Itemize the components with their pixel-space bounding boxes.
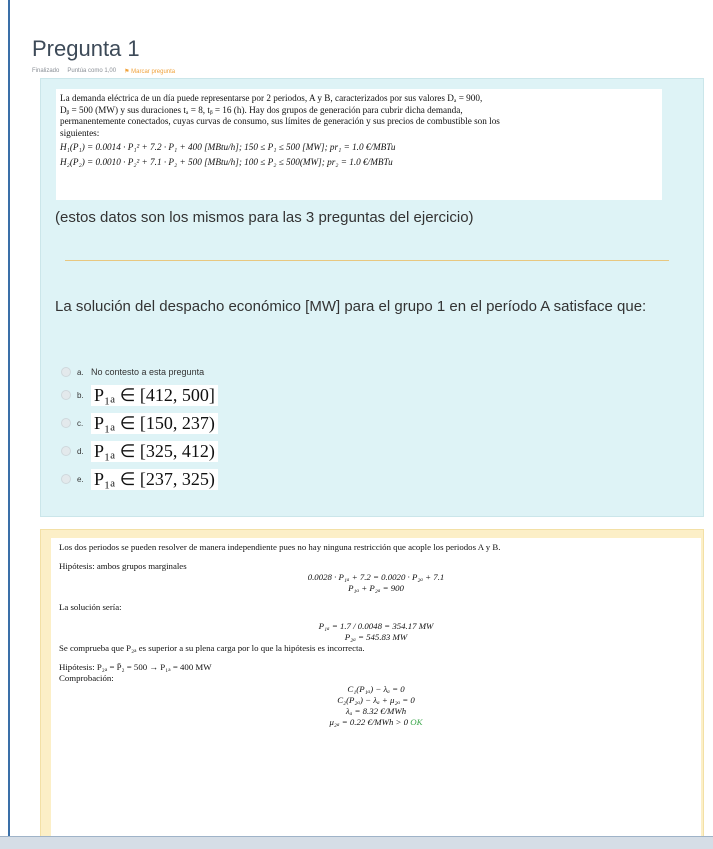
option-e[interactable] (61, 465, 361, 493)
check-equation: C₁(P₁ₐ) − λₐ = 0 (347, 684, 405, 694)
solution-equation: P₁ₐ = 1.7 / 0.0048 = 354.17 MW (318, 621, 434, 631)
hypothesis-1-equation: P₁ₐ + P₂ₐ = 900 (348, 583, 404, 593)
question-frame (8, 0, 713, 840)
option-letter: d. (77, 446, 84, 456)
consumption-equation-1: H₁(P₁) = 0.0014 · P₁² + 7.2 · P₁ + 400 [MBtu/h]; 150 ≤ P₁ ≤ 500 [MW]; pr₁ = 1.0 €/MBTu (60, 142, 396, 152)
radio-a[interactable] (61, 367, 71, 377)
check-equation-text: μ₂ₐ = 0.22 €/MWh > 0 (329, 717, 409, 727)
statement-line: La demanda eléctrica de un día puede representarse por 2 periodos, A y B, caracterizados por sus valores Dₐ = 900, (60, 93, 483, 103)
statement-line: siguientes: (60, 127, 100, 138)
check-equation: C₂(P₂ₐ) − λₐ + μ₂ₐ = 0 (337, 695, 415, 705)
feedback-intro: Los dos periodos se pueden resolver de manera independiente pues no hay ninguna restricción que acople los periodos A y B. (59, 542, 501, 552)
question-score: Puntúa como 1,00 (67, 68, 117, 74)
question-info (32, 68, 175, 75)
option-letter: b. (77, 390, 84, 400)
feedback-panel (40, 529, 704, 842)
flag-label: Marcar pregunta (131, 69, 176, 75)
option-c[interactable] (61, 409, 361, 437)
question-text: La solución del despacho económico [MW] para el grupo 1 en el período A satisface que: (55, 298, 647, 315)
option-text: P₁ₐ ∈ [150, 237) (91, 413, 218, 434)
radio-e[interactable] (61, 474, 71, 484)
radio-d[interactable] (61, 446, 71, 456)
comprobacion-label: Comprobación: (59, 673, 114, 683)
solution-equation: P₂ₐ = 545.83 MW (344, 632, 408, 642)
check-text: Se comprueba que P₂ₐ es superior a su plena carga por lo que la hipótesis es incorrecta. (59, 643, 365, 653)
option-a[interactable] (61, 363, 361, 381)
divider (65, 260, 669, 261)
question-content (40, 78, 704, 517)
statement-line: Dᵦ = 500 (MW) y sus duraciones tₐ = 8, tᵦ = 16 (h). Hay dos grupos de generación para cubrir dicha demanda, (60, 104, 463, 115)
option-text: P₁ₐ ∈ [412, 500] (91, 385, 218, 406)
option-letter: e. (77, 474, 84, 484)
option-text: No contesto a esta pregunta (91, 367, 205, 377)
radio-c[interactable] (61, 418, 71, 428)
flag-question-link[interactable]: ⚑ Marcar pregunta (124, 69, 176, 75)
radio-b[interactable] (61, 390, 71, 400)
bottom-scrollbar[interactable] (0, 836, 713, 849)
option-letter: c. (77, 418, 84, 428)
option-text: P₁ₐ ∈ [237, 325) (91, 469, 218, 490)
consumption-equation-2: H₂(P₂) = 0.0010 · P₂² + 7.1 · P₂ + 500 [MBtu/h]; 100 ≤ P₂ ≤ 500(MW]; pr₂ = 1.0 €/MBTu (60, 156, 393, 167)
hypothesis-1: Hipótesis: ambos grupos marginales (59, 561, 187, 571)
hypothesis-2: Hipótesis: P₂ₐ = P̄₂ = 500 → P₁ₐ = 400 MW (59, 662, 212, 672)
option-letter: a. (77, 367, 84, 377)
option-b[interactable] (61, 381, 361, 409)
solution-label: La solución sería: (59, 602, 122, 612)
check-equation: λₐ = 8.32 €/MWh (345, 706, 407, 716)
feedback-content (51, 538, 701, 845)
option-d[interactable] (61, 437, 361, 465)
check-equation (59, 717, 693, 728)
ok-label: OK (410, 717, 423, 727)
answer-options (61, 363, 361, 493)
question-title: Pregunta 1 (32, 36, 140, 61)
statement-line: permanentemente conectados, cuyas curvas de consumo, sus límites de generación y sus precios de combustible son los (60, 116, 500, 126)
question-status: Finalizado (32, 68, 60, 74)
hypothesis-1-equation: 0.0028 · P₁ₐ + 7.2 = 0.0020 · P₂ₐ + 7.1 (307, 572, 445, 582)
problem-statement (56, 89, 662, 200)
option-text: P₁ₐ ∈ [325, 412) (91, 441, 218, 462)
data-note: (estos datos son los mismos para las 3 preguntas del ejercicio) (55, 209, 474, 226)
